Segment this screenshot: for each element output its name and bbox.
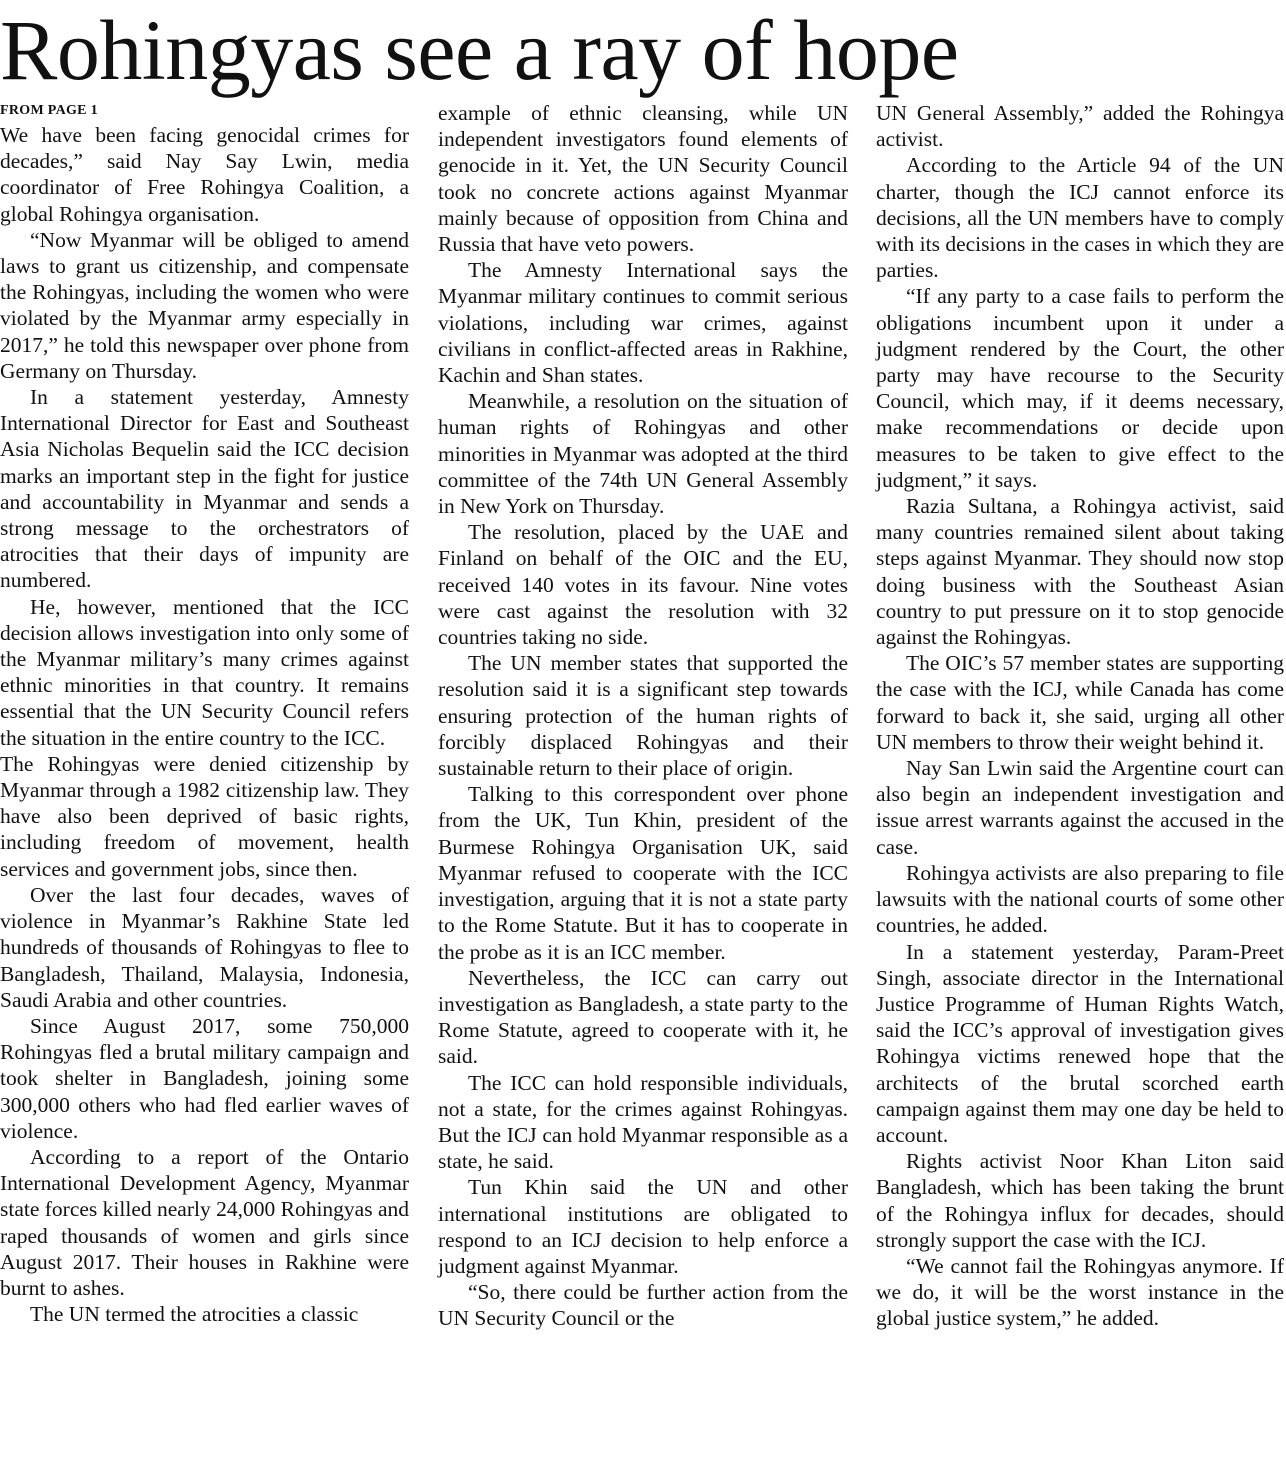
article-paragraph: Talking to this correspondent over phone from the UK, Tun Khin, president of the Burmese Rohingya Organisation UK, said Myanmar refused to cooperate with the ICC investigation, arguing that it is not a state party to the Rome Statute. But it has to cooperate in the probe as it is an ICC member. <box>438 782 848 964</box>
article-paragraph: The OIC’s 57 member states are supporting the case with the ICJ, while Canada has come forward to back it, she said, urging all other UN members to throw their weight behind it. <box>876 651 1284 754</box>
article-paragraph: Since August 2017, some 750,000 Rohingyas fled a brutal military campaign and took shelter in Bangladesh, joining some 300,000 others who had fled earlier waves of violence. <box>0 1013 409 1143</box>
article-paragraph: In a statement yesterday, Amnesty International Director for East and Southeast Asia Nicholas Bequelin said the ICC decision marks an important step in the fight for justice and accountability in Myanmar and sends a strong message to the orchestrators of atrocities that their days of impunity are numbered. <box>0 385 409 593</box>
article-paragraph: According to the Article 94 of the UN charter, though the ICJ cannot enforce its decisions, all the UN members have to comply with its decisions in the cases in which they are parties. <box>876 153 1284 283</box>
article-paragraph: “If any party to a case fails to perform the obligations incumbent upon it under a judgment rendered by the Court, the other party may have recourse to the Security Council, which may, if it deems necessary, make recommendations or decide upon measures to be taken to give effect to the judgment,” it says. <box>876 284 1284 492</box>
article-paragraph: Over the last four decades, waves of violence in Myanmar’s Rakhine State led hundreds of thousands of Rohingyas to flee to Bangladesh, Thailand, Malaysia, Indonesia, Saudi Arabia and other countries. <box>0 882 409 1012</box>
article-paragraph: “Now Myanmar will be obliged to amend laws to grant us citizenship, and compensate the Rohingyas, including the women who were violated by the Myanmar army especially in 2017,” he told this newspaper over phone from Germany on Thursday. <box>0 227 409 383</box>
article-paragraph: Nay San Lwin said the Argentine court can also begin an independent investigation and issue arrest warrants against the accused in the case. <box>876 756 1284 859</box>
article-paragraph: The ICC can hold responsible individuals, not a state, for the crimes against Rohingyas. But the ICJ can hold Myanmar responsible as a state, he said. <box>438 1070 848 1174</box>
article-paragraph: Rights activist Noor Khan Liton said Bangladesh, which has been taking the brunt of the Rohingya influx for decades, should strongly support the case with the ICJ. <box>876 1149 1284 1252</box>
article-paragraph: UN General Assembly,” added the Rohingya activist. <box>876 101 1284 152</box>
article-paragraph: Nevertheless, the ICC can carry out investigation as Bangladesh, a state party to the Rome Statute, agreed to cooperate with it, he said. <box>438 965 848 1069</box>
article-paragraph: “We cannot fail the Rohingyas anymore. If we do, it will be the worst instance in the global justice system,” he added. <box>876 1253 1284 1331</box>
article-column-3 <box>876 100 1284 1332</box>
article-paragraph: According to a report of the Ontario International Development Agency, Myanmar state forces killed nearly 24,000 Rohingyas and raped thousands of women and girls since August 2017. Their houses in Rakhine were burnt to ashes. <box>0 1144 409 1300</box>
article-paragraph: The UN termed the atrocities a classic <box>30 1302 359 1327</box>
article-paragraph: The resolution, placed by the UAE and Finland on behalf of the OIC and the EU, received 140 votes in its favour. Nine votes were cast against the resolution with 32 countries taking no side. <box>438 520 848 650</box>
article-paragraph: Meanwhile, a resolution on the situation of human rights of Rohingyas and other minorities in Myanmar was adopted at the third committee of the 74th UN General Assembly in New York on Thursday. <box>438 389 848 519</box>
article-paragraph: The Rohingyas were denied citizenship by Myanmar through a 1982 citizenship law. They have also been deprived of basic rights, including freedom of movement, health services and government jobs, since then. <box>0 751 409 881</box>
article-paragraph: “So, there could be further action from the UN Security Council or the <box>438 1280 848 1331</box>
headline: Rohingyas see a ray of hope <box>0 2 959 98</box>
continuation-kicker: FROM PAGE 1 <box>0 103 98 118</box>
article-paragraph: Razia Sultana, a Rohingya activist, said many countries remained silent about taking steps against Myanmar. They should now stop doing business with the Southeast Asian country to put pressure on it to stop genocide against the Rohingyas. <box>876 494 1284 650</box>
article-paragraph: We have been facing genocidal crimes for decades,” said Nay Say Lwin, media coordinator of Free Rohingya Coalition, a global Rohingya organisation. <box>0 123 409 226</box>
article-paragraph: In a statement yesterday, Param-Preet Singh, associate director in the International Justice Programme of Human Rights Watch, said the ICC’s approval of investigation gives Rohingya victims renewed hope that the architects of the brutal scorched earth campaign against them may one day be held to account. <box>876 939 1284 1147</box>
article-paragraph: example of ethnic cleansing, while UN independent investigators found elements of genocide in it. Yet, the UN Security Council took no concrete actions against Myanmar mainly because of opposition from China and Russia that have veto powers. <box>438 101 848 257</box>
article-column-2 <box>438 100 848 1332</box>
article-paragraph: The Amnesty International says the Myanmar military continues to commit serious violations, including war crimes, against civilians in conflict-affected areas in Rakhine, Kachin and Shan states. <box>438 258 848 388</box>
article-paragraph: He, however, mentioned that the ICC decision allows investigation into only some of the Myanmar military’s many crimes against ethnic minorities in that country. It remains essential that the UN Security Council refers the situation in the entire country to the ICC. <box>0 594 409 750</box>
article-paragraph: Tun Khin said the UN and other international institutions are obligated to respond to an ICJ decision to help enforce a judgment against Myanmar. <box>438 1175 848 1278</box>
article-paragraph: The UN member states that supported the resolution said it is a significant step towards ensuring protection of the human rights of forcibly displaced Rohingyas and their sustainable return to their place of origin. <box>438 651 848 781</box>
article-column-1 <box>0 100 409 1327</box>
article-paragraph: Rohingya activists are also preparing to file lawsuits with the national courts of some other countries, he added. <box>876 860 1284 938</box>
